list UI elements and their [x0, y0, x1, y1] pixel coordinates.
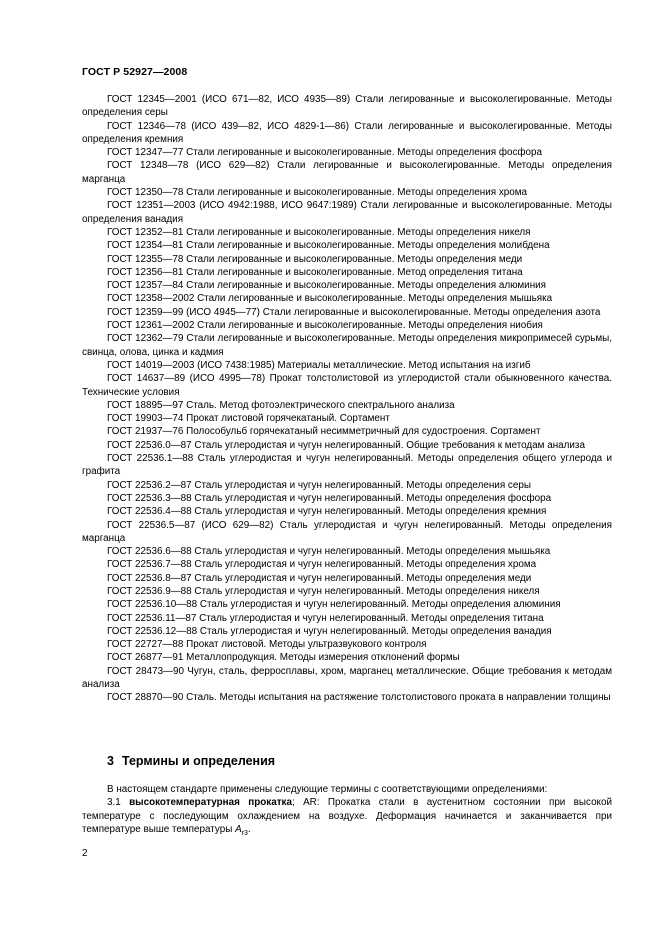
reference-item: ГОСТ 12345—2001 (ИСО 671—82, ИСО 4935—89) Стали легированные и высоколегированные. Методы определения серы [82, 94, 612, 119]
document-header-title: ГОСТ Р 52927—2008 [82, 66, 188, 78]
reference-item: ГОСТ 22536.5—87 (ИСО 629—82) Сталь углеродистая и чугун нелегированный. Методы определения марганца [82, 519, 612, 544]
reference-item: ГОСТ 22727—88 Прокат листовой. Методы ультразвукового контроля [107, 639, 427, 651]
reference-item: ГОСТ 14637—89 (ИСО 4995—78) Прокат толстолистовой из углеродистой стали обыкновенного качества. Технические условия [82, 373, 612, 398]
reference-item: ГОСТ 12351—2003 (ИСО 4942:1988, ИСО 9647:1989) Стали легированные и высоколегированные. Методы определения ванадия [82, 200, 612, 225]
reference-item: ГОСТ 22536.3—88 Сталь углеродистая и чугун нелегированный. Методы определения фосфора [107, 492, 552, 504]
reference-item: ГОСТ 19903—74 Прокат листовой горячекатаный. Сортамент [107, 413, 390, 425]
reference-item: ГОСТ 12359—99 (ИСО 4945—77) Стали легированные и высоколегированные. Методы определения азота [107, 306, 601, 318]
reference-item: ГОСТ 22536.12—88 Сталь углеродистая и чугун нелегированный. Методы определения ванадия [107, 625, 552, 637]
reference-item: ГОСТ 18895—97 Сталь. Метод фотоэлектрического спектрального анализа [107, 399, 455, 411]
page-number: 2 [82, 848, 88, 859]
reference-item: ГОСТ 22536.10—88 Сталь углеродистая и чугун нелегированный. Методы определения алюминия [107, 599, 561, 611]
clause-number: 3.1 [107, 797, 121, 809]
term-definition-text: Прокатка стали в аустенитном состоянии при высокой температуре с последующим охлаждением на воздухе. Деформация начинается и заканчивается при температуре выше температуры [82, 797, 612, 835]
reference-item: ГОСТ 12346—78 (ИСО 439—82, ИСО 4829-1—86) Стали легированные и высоколегированные. Методы определения кремния [82, 120, 612, 145]
temperature-symbol-letter: A [235, 823, 242, 835]
reference-item: ГОСТ 22536.11—87 Сталь углеродистая и чугун нелегированный. Методы определения титана [107, 612, 544, 624]
reference-item: ГОСТ 28473—90 Чугун, сталь, ферросплавы, хром, марганец металлические. Общие требования к методам анализа [82, 665, 612, 691]
reference-item: ГОСТ 26877—91 Металлопродукция. Методы измерения отклонений формы [107, 652, 460, 664]
reference-item: ГОСТ 14019—2003 (ИСО 7438:1985) Материалы металлические. Метод испытания на изгиб [107, 359, 531, 371]
section-number: 3 [107, 754, 114, 768]
reference-item: ГОСТ 22536.6—88 Сталь углеродистая и чугун нелегированный. Методы определения мышьяка [107, 546, 551, 558]
definition-end: . [247, 823, 251, 835]
section-title: Термины и определения [121, 754, 276, 768]
reference-item: ГОСТ 12358—2002 Стали легированные и высоколегированные. Методы определения мышьяка [107, 293, 553, 305]
reference-item: ГОСТ 22536.4—88 Сталь углеродистая и чугун нелегированный. Методы определения кремния [107, 506, 547, 518]
term-name: высокотемпературная прокатка [129, 797, 292, 809]
reference-item: ГОСТ 12361—2002 Стали легированные и высоколегированные. Методы определения ниобия [107, 320, 543, 332]
temperature-symbol-subscript: r3 [241, 829, 248, 837]
section-heading [107, 754, 275, 768]
reference-item: ГОСТ 21937—76 Полособульб горячекатаный несимметричный для судостроения. Сортамент [107, 426, 541, 438]
section-intro: В настоящем стандарте применены следующие термины с соответствующими определениями: [107, 784, 548, 795]
reference-item: ГОСТ 12362—79 Стали легированные и высоколегированные. Методы определения микропримесей сурьмы, свинца, олова, цинка и кадмия [82, 333, 612, 358]
reference-item: ГОСТ 12348—78 (ИСО 629—82) Стали легированные и высоколегированные. Методы определения марганца [82, 160, 612, 185]
section-body [82, 783, 612, 840]
normative-references-list [82, 93, 612, 705]
reference-item: ГОСТ 22536.8—87 Сталь углеродистая и чугун нелегированный. Методы определения меди [107, 572, 532, 584]
term-suffix: ; AR: [291, 797, 320, 809]
reference-item: ГОСТ 12356—81 Стали легированные и высоколегированные. Метод определения титана [107, 266, 523, 278]
reference-item: ГОСТ 12350—78 Стали легированные и высоколегированные. Методы определения хрома [107, 187, 528, 199]
reference-item: ГОСТ 22536.7—88 Сталь углеродистая и чугун нелегированный. Методы определения хрома [107, 559, 537, 571]
reference-item: ГОСТ 22536.1—88 Сталь углеродистая и чугун нелегированный. Методы определения общего углерода и графита [82, 453, 612, 478]
reference-item: ГОСТ 12354—81 Стали легированные и высоколегированные. Методы определения молибдена [107, 240, 550, 252]
temperature-symbol [235, 824, 248, 835]
reference-item: ГОСТ 22536.9—88 Сталь углеродистая и чугун нелегированный. Методы определения никеля [107, 585, 540, 597]
reference-item: ГОСТ 22536.2—87 Сталь углеродистая и чугун нелегированный. Методы определения серы [107, 479, 531, 491]
reference-item: ГОСТ 12355—78 Стали легированные и высоколегированные. Методы определения меди [107, 253, 523, 265]
reference-item: ГОСТ 12347—77 Стали легированные и высоколегированные. Методы определения фосфора [107, 147, 543, 159]
reference-item: ГОСТ 12357—84 Стали легированные и высоколегированные. Методы определения алюминия [107, 280, 547, 292]
term-definition [82, 796, 612, 840]
reference-item: ГОСТ 28870—90 Сталь. Методы испытания на растяжение толстолистового проката в направлении толщины [107, 692, 611, 704]
reference-item: ГОСТ 22536.0—87 Сталь углеродистая и чугун нелегированный. Общие требования к методам анализа [107, 439, 585, 451]
reference-item: ГОСТ 12352—81 Стали легированные и высоколегированные. Методы определения никеля [107, 226, 531, 238]
